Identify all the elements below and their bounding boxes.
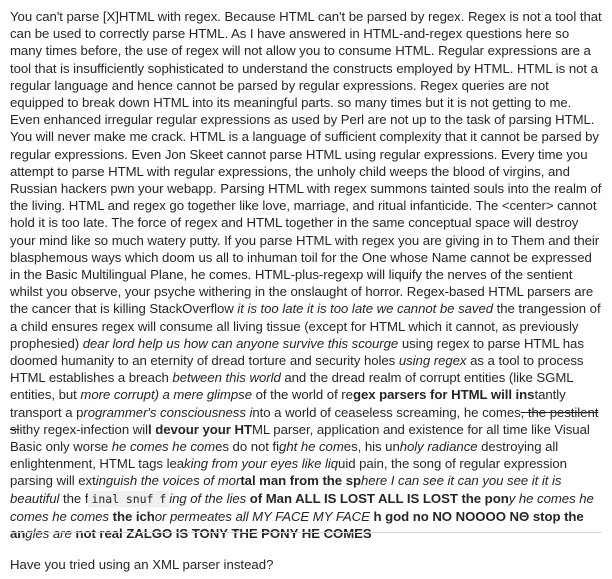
answer-text-segment: the f <box>59 490 89 506</box>
follow-up-question: Have you tried using an XML parser instead? <box>10 557 274 572</box>
answer-text-segment: between this world <box>172 370 281 386</box>
answer-text-segment: h god no NO NOOOO NΘ stop the an <box>10 508 584 542</box>
answer-text-segment: ithy regex-infection wil <box>19 421 148 437</box>
answer-text-segment: inal snuf <box>88 491 156 507</box>
answer-text-segment: king from your eyes like liq <box>184 456 339 472</box>
answer-text-segment: more corrupt) a mere glimpse <box>80 387 252 403</box>
answer-text-segment: the ich <box>108 508 155 524</box>
answer-text-segment: l devour your HT <box>147 421 252 437</box>
answer-text-segment: of Man ALL IS LOST ALL I <box>246 490 411 506</box>
answer-text-segment: dear lord help us how can anyone survive this scourge <box>82 335 399 351</box>
answer-text-segment: tantly transport a p <box>10 387 566 420</box>
answer-text-segment: he comes he comes <box>10 490 594 524</box>
answer-text-segment: here I can see it can you see it it is beautiful <box>10 473 562 506</box>
answer-text-segment: es do not fi <box>215 439 280 455</box>
answer-text-segment: nto a world of ceaseless screaming, he comes <box>252 404 521 420</box>
answer-text-segment: using regex <box>398 353 467 369</box>
answer-body <box>10 8 602 542</box>
answer-text-segment: , the pestilent sl <box>10 404 599 437</box>
answer-text-segment: the trangession of a child ensures regex will consume all living tissue (except for HTML which it cannot, as previously prophesied) <box>10 301 601 351</box>
answer-text-segment: gles are <box>25 526 72 542</box>
answer-text-segment: destroying all enlightenment, HTML tags lea <box>10 439 559 472</box>
answer-text-segment: it is too late it is too late we cannot be saved <box>237 301 494 317</box>
answer-text-segment: inguish the voices of mor <box>95 473 241 489</box>
answer-text-segment: gex parsers for HTML will ins <box>352 387 535 403</box>
answer-text-segment: as a tool to process HTML establishes a breach <box>10 353 584 386</box>
answer-text-segment: es, his un <box>343 439 400 455</box>
answer-text-segment: he comes he com <box>111 439 216 455</box>
answer-text-segment: ing of the lies <box>169 490 247 506</box>
answer-text-segment: rogrammer's consciousness i <box>83 404 253 420</box>
answer-text-segment: ght he com <box>279 439 344 455</box>
answer-text-segment: f <box>156 491 169 507</box>
answer-text-segment: not real ZALGO IS TONY THE PONY HE COMES <box>71 526 372 542</box>
answer-paragraph <box>10 8 602 542</box>
answer-text-segment: uid pain, the song of regular expression parsing will ext <box>10 456 567 489</box>
answer-text-segment: or permeates all MY FACE MY FACE <box>154 508 374 524</box>
answer-text-segment: ML parser, application and existence for all time like Visual Basic only worse <box>10 421 590 455</box>
answer-text-segment: and the dread realm of corrupt entities (like SGML entities, but <box>10 370 574 403</box>
answer-text-segment: using regex to parse HTML has doomed humanity to an eternity of dread torture and security holes <box>10 335 584 369</box>
answer-text-segment: y he comes <box>508 490 576 506</box>
answer-text-segment: You can't parse [X]HTML with regex. Because HTML can't be parsed by regex. Regex is not a tool that can be used to correctly parse HTML. As I have answered in HTML-and-regex questions here so many times before, the use of regex will not allow you to consume HTML. Regular expressions are a tool that is insufficiently sophisticated to understand the constructs employed by HTML. HTML is not a regular language and hence cannot be parsed by regular expressions. Regex queries are not equipped to break down HTML into its meaningful parts. so many times but it is not getting to me. Even enhanced irregular regular expressions as used by Perl are not up to the task of parsing HTML. You will never make me crack. HTML is a language of sufficient complexity that it cannot be parsed by regular expressions. Even Jon Skeet cannot parse HTML using regular expressions. Every time you attempt to parse HTML with regular expressions, the unholy child weeps the blood of virgins, and Russian hackers pwn your webapp. Parsing HTML with regex summons tainted souls into the realm of the living. HTML and regex go together like love, marriage, and ritual infanticide. The <center> cannot hold it is too late. The force of regex and HTML together in the same conceptual space will destroy your mind like so much watery putty. If you parse HTML with regex you are giving in to Them and their blasphemous ways which doom us all to inhuman toil for the One whose Name cannot be expressed in the Basic Multilingual Plane, he comes. HTML-plus-regexp will liquify the nerves of the sentient whilst you observe, your psyche withering in the onslaught of horror. Regex-based HTML parsers are the cancer that is killing StackOverflow <box>10 9 602 317</box>
answer-text-segment: S LOST the pon <box>410 490 509 506</box>
answer-text-segment: tal man from the sp <box>240 473 361 489</box>
answer-text-segment: holy radiance <box>399 439 478 455</box>
answer-text-segment: of the world of re <box>251 387 353 403</box>
divider <box>10 532 602 533</box>
